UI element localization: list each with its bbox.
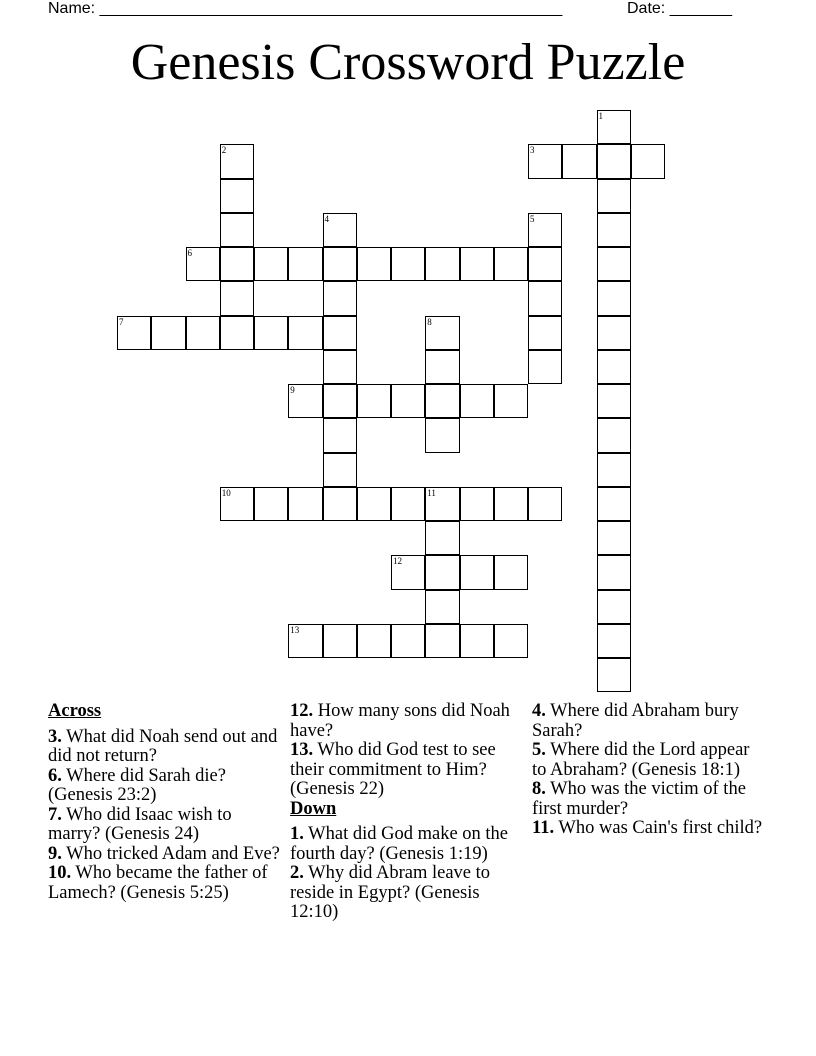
grid-cell[interactable]: [460, 247, 494, 281]
clue-text: Why did Abram leave to reside in Egypt? (Genesis 12:10): [290, 863, 491, 922]
grid-cell[interactable]: [323, 453, 357, 487]
grid-cell[interactable]: [323, 316, 357, 350]
grid-cell[interactable]: [597, 384, 631, 418]
clue-number: 5.: [532, 740, 546, 760]
grid-cell[interactable]: [528, 316, 562, 350]
grid-cell[interactable]: [425, 350, 459, 384]
grid-cell[interactable]: [220, 316, 254, 350]
grid-cell[interactable]: [425, 418, 459, 452]
clue-text: Who did Isaac wish to marry? (Genesis 24): [48, 804, 232, 844]
grid-cell[interactable]: [597, 590, 631, 624]
grid-cell[interactable]: [528, 247, 562, 281]
clue-number: 11.: [532, 818, 555, 838]
grid-cell[interactable]: [460, 384, 494, 418]
clue-text: What did God make on the fourth day? (Genesis 1:19): [290, 824, 509, 864]
grid-cell[interactable]: [425, 487, 459, 521]
clue-number: 1.: [290, 824, 304, 844]
clue-number: 3.: [48, 726, 62, 747]
grid-cell[interactable]: [323, 247, 357, 281]
grid-cell[interactable]: [220, 144, 254, 178]
clue-across-3: [48, 728, 280, 767]
grid-cell[interactable]: [425, 384, 459, 418]
clue-down-1: [290, 825, 522, 864]
grid-cell[interactable]: [425, 555, 459, 589]
grid-cell[interactable]: [528, 213, 562, 247]
cell-number: 13: [290, 624, 300, 635]
grid-cell[interactable]: [597, 624, 631, 658]
clue-text: Who became the father of Lamech? (Genesis 5:25): [48, 863, 268, 903]
grid-cell[interactable]: [288, 316, 322, 350]
grid-cell[interactable]: [425, 590, 459, 624]
grid-cell[interactable]: [597, 179, 631, 213]
grid-cell[interactable]: [425, 521, 459, 555]
grid-cell[interactable]: [597, 487, 631, 521]
grid-cell[interactable]: [494, 624, 528, 658]
grid-cell[interactable]: [597, 418, 631, 452]
grid-cell[interactable]: [597, 521, 631, 555]
grid-cell[interactable]: [323, 487, 357, 521]
grid-cell[interactable]: [254, 247, 288, 281]
grid-cell[interactable]: [597, 247, 631, 281]
grid-cell[interactable]: [528, 144, 562, 178]
grid-cell[interactable]: [528, 350, 562, 384]
grid-cell[interactable]: [323, 281, 357, 315]
grid-cell[interactable]: [597, 110, 631, 144]
date-field-line[interactable]: Date: _______: [627, 0, 732, 17]
grid-cell[interactable]: [528, 487, 562, 521]
cell-number: 8: [427, 316, 432, 327]
grid-cell[interactable]: [460, 624, 494, 658]
clue-number: 6.: [48, 765, 62, 786]
cell-number: 5: [530, 213, 535, 224]
grid-cell[interactable]: [597, 555, 631, 589]
cell-number: 6: [187, 248, 192, 258]
grid-cell[interactable]: [186, 316, 220, 350]
cell-number: 7: [119, 316, 124, 327]
grid-cell[interactable]: [425, 624, 459, 658]
clue-text: Where did the Lord appear to Abraham? (Genesis 18:1): [532, 740, 750, 780]
cell-number: 1: [598, 111, 603, 121]
grid-cell[interactable]: [117, 316, 151, 350]
grid-cell[interactable]: [220, 487, 254, 521]
down-heading: Down: [290, 798, 337, 819]
cell-number: 3: [530, 145, 535, 156]
clue-number: 9.: [48, 843, 62, 864]
grid-cell[interactable]: [562, 144, 596, 178]
grid-cell[interactable]: [151, 316, 185, 350]
grid-cell[interactable]: [460, 555, 494, 589]
clue-number: 12.: [290, 701, 314, 721]
clue-down-4: [532, 702, 764, 741]
clue-text: Who was Cain's first child?: [558, 818, 763, 838]
grid-cell[interactable]: [254, 487, 288, 521]
name-field-line[interactable]: Name: ____________________________________________________: [48, 0, 563, 17]
cell-number: 11: [427, 487, 436, 498]
grid-cell[interactable]: [288, 624, 322, 658]
grid-cell[interactable]: [597, 350, 631, 384]
cell-number: 9: [290, 385, 295, 395]
clue-down-5: [532, 741, 764, 780]
grid-cell[interactable]: [288, 247, 322, 281]
grid-cell[interactable]: [391, 384, 425, 418]
grid-cell[interactable]: [494, 555, 528, 589]
grid-cell[interactable]: [597, 213, 631, 247]
clue-number: 4.: [532, 701, 546, 721]
cell-number: 10: [221, 487, 231, 498]
clue-number: 10.: [48, 863, 72, 883]
clue-text: Who was the victim of the first murder?: [532, 779, 746, 819]
clue-number: 7.: [48, 804, 62, 825]
grid-cell[interactable]: [391, 555, 425, 589]
page-title: Genesis Crossword Puzzle: [130, 34, 686, 91]
clues-column-2: [290, 702, 522, 923]
grid-cell[interactable]: [220, 281, 254, 315]
clue-across-12: [290, 702, 522, 741]
grid-cell[interactable]: [220, 179, 254, 213]
grid-cell[interactable]: [323, 384, 357, 418]
clue-text: What did Noah send out and did not return?: [48, 726, 278, 766]
grid-cell[interactable]: [460, 487, 494, 521]
clue-across-13: [290, 741, 522, 800]
grid-cell[interactable]: [597, 316, 631, 350]
grid-cell[interactable]: [288, 487, 322, 521]
clue-down-8: [532, 780, 764, 819]
clue-text: Who tricked Adam and Eve?: [66, 843, 280, 864]
grid-cell[interactable]: [254, 316, 288, 350]
clues-column-3: [532, 702, 764, 839]
grid-cell[interactable]: [494, 487, 528, 521]
clue-text: How many sons did Noah have?: [290, 701, 510, 741]
grid-cell[interactable]: [323, 624, 357, 658]
across-heading: Across: [48, 701, 102, 721]
clue-number: 13.: [290, 740, 314, 760]
grid-cell[interactable]: [323, 213, 357, 247]
grid-cell[interactable]: [323, 418, 357, 452]
grid-cell[interactable]: [391, 624, 425, 658]
grid-cell[interactable]: [528, 281, 562, 315]
grid-cell[interactable]: [425, 247, 459, 281]
grid-cell[interactable]: [597, 658, 631, 692]
clue-down-11: [532, 819, 764, 839]
clue-across-10: [48, 864, 280, 903]
grid-cell[interactable]: [597, 453, 631, 487]
grid-cell[interactable]: [357, 247, 391, 281]
grid-cell[interactable]: [391, 487, 425, 521]
grid-cell[interactable]: [597, 281, 631, 315]
grid-cell[interactable]: [323, 350, 357, 384]
grid-cell[interactable]: [391, 247, 425, 281]
clue-text: Where did Abraham bury Sarah?: [532, 701, 739, 741]
grid-cell[interactable]: [186, 247, 220, 281]
cell-number: 4: [324, 213, 329, 224]
clue-across-9: [48, 845, 280, 865]
grid-cell[interactable]: [425, 316, 459, 350]
clue-number: 2.: [290, 863, 304, 883]
grid-cell[interactable]: [357, 624, 391, 658]
grid-cell[interactable]: [494, 384, 528, 418]
clue-text: Who did God test to see their commitment to Him? (Genesis 22): [290, 740, 496, 799]
clue-across-6: [48, 767, 280, 806]
clue-number: 8.: [532, 779, 546, 799]
cell-number: 12: [393, 556, 402, 567]
grid-cell[interactable]: [220, 247, 254, 281]
grid-cell[interactable]: [631, 144, 665, 178]
grid-cell[interactable]: [494, 247, 528, 281]
clue-across-7: [48, 806, 280, 845]
grid-cell[interactable]: [220, 213, 254, 247]
cell-number: 2: [221, 145, 227, 156]
clues-column-1: [48, 702, 280, 903]
grid-cell[interactable]: [597, 144, 631, 178]
grid-cell[interactable]: [357, 384, 391, 418]
clue-text: Where did Sarah die? (Genesis 23:2): [48, 765, 226, 805]
grid-cell[interactable]: [288, 384, 322, 418]
clue-down-2: [290, 864, 522, 923]
grid-cell[interactable]: [357, 487, 391, 521]
